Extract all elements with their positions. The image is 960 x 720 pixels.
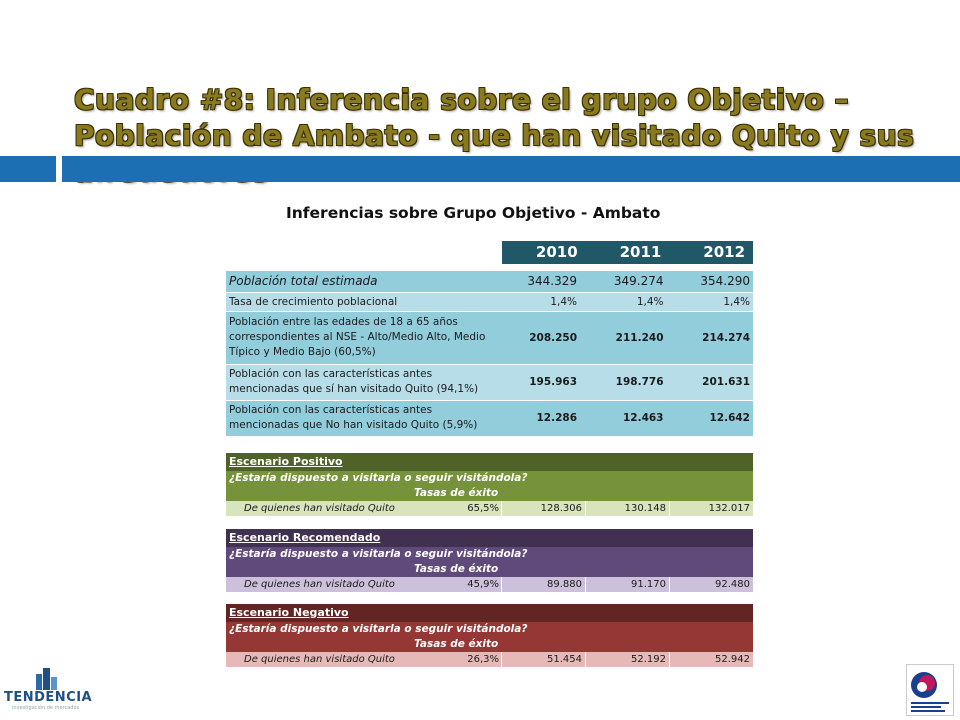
table-row <box>226 271 753 292</box>
scenario-title: Escenario Recomendado <box>226 529 753 547</box>
cell: 354.290 <box>667 271 754 292</box>
table-row <box>226 400 753 436</box>
scenario-title: Escenario Positivo <box>226 453 753 471</box>
cell: 52.192 <box>585 652 669 667</box>
accent-bar <box>62 156 960 182</box>
table-row <box>226 292 753 311</box>
row-label: De quienes han visitado Quito <box>244 654 395 665</box>
scenario-rate-label: Tasas de éxito <box>226 486 753 501</box>
cell: 12.286 <box>494 400 580 436</box>
row-label: Tasa de crecimiento poblacional <box>226 292 494 311</box>
cell: 132.017 <box>669 501 753 516</box>
cell: 198.776 <box>580 364 666 400</box>
success-rate: 45,9% <box>467 579 499 590</box>
row-label: Población con las características antes mencionadas que sí han visitado Quito (94,1%) <box>226 364 494 400</box>
cell: 349.274 <box>580 271 666 292</box>
scenario-negativo <box>226 604 753 667</box>
year-2012: 2012 <box>669 241 753 264</box>
row-label: De quienes han visitado Quito <box>244 579 395 590</box>
scenario-question: ¿Estaría dispuesto a visitarla o seguir visitándola? <box>226 547 753 562</box>
cell: 51.454 <box>501 652 585 667</box>
cell: 12.642 <box>667 400 754 436</box>
cell: 195.963 <box>494 364 580 400</box>
cell: 214.274 <box>667 311 754 364</box>
success-rate: 26,3% <box>467 654 499 665</box>
table-row <box>226 364 753 400</box>
cell: 12.463 <box>580 400 666 436</box>
scenario-positivo <box>226 453 753 516</box>
cell: 1,4% <box>580 292 666 311</box>
cell: 208.250 <box>494 311 580 364</box>
row-label: Población con las características antes mencionadas que No han visitado Quito (5,9%) <box>226 400 494 436</box>
scenario-row <box>226 501 753 516</box>
scenario-recomendado <box>226 529 753 592</box>
scenario-row <box>226 577 753 592</box>
cell: 89.880 <box>501 577 585 592</box>
slide-title: Cuadro #8: Inferencia sobre el grupo Objetivo – Población de Ambato - que han visitado Quito y sus <box>74 83 915 152</box>
row-label: Población entre las edades de 18 a 65 años correspondientes al NSE - Alto/Medio Alto, Medio Típico y Medio Bajo (60,5%) <box>226 311 494 364</box>
cell: 344.329 <box>494 271 580 292</box>
logo-subtext: investigación de mercados <box>12 705 80 711</box>
scenario-question: ¿Estaría dispuesto a visitarla o seguir visitándola? <box>226 471 753 486</box>
tendencia-logo <box>4 668 93 716</box>
cell: 128.306 <box>501 501 585 516</box>
year-2010: 2010 <box>502 241 586 264</box>
cell: 130.148 <box>585 501 669 516</box>
quito-turismo-emblem-icon <box>907 665 953 715</box>
cell: 201.631 <box>667 364 754 400</box>
scenario-title: Escenario Negativo <box>226 604 753 622</box>
logo-text: TENDENCIA <box>4 690 93 705</box>
success-rate: 65,5% <box>467 503 499 514</box>
population-table <box>226 271 753 437</box>
scenario-question: ¿Estaría dispuesto a visitarla o seguir visitándola? <box>226 622 753 637</box>
scenario-row <box>226 652 753 667</box>
table-heading: Inferencias sobre Grupo Objetivo - Ambato <box>286 204 661 222</box>
scenario-rate-label: Tasas de éxito <box>226 562 753 577</box>
year-header <box>502 241 753 264</box>
cell: 211.240 <box>580 311 666 364</box>
cell: 1,4% <box>494 292 580 311</box>
cell: 52.942 <box>669 652 753 667</box>
year-2011: 2011 <box>586 241 670 264</box>
table-row <box>226 311 753 364</box>
row-label: De quienes han visitado Quito <box>244 503 395 514</box>
accent-bar-small <box>0 156 56 182</box>
quito-turismo-logo <box>906 664 954 716</box>
cell: 91.170 <box>585 577 669 592</box>
scenario-rate-label: Tasas de éxito <box>226 637 753 652</box>
cell: 1,4% <box>667 292 754 311</box>
row-label: Población total estimada <box>229 274 378 289</box>
building-icon <box>32 668 62 690</box>
cell: 92.480 <box>669 577 753 592</box>
